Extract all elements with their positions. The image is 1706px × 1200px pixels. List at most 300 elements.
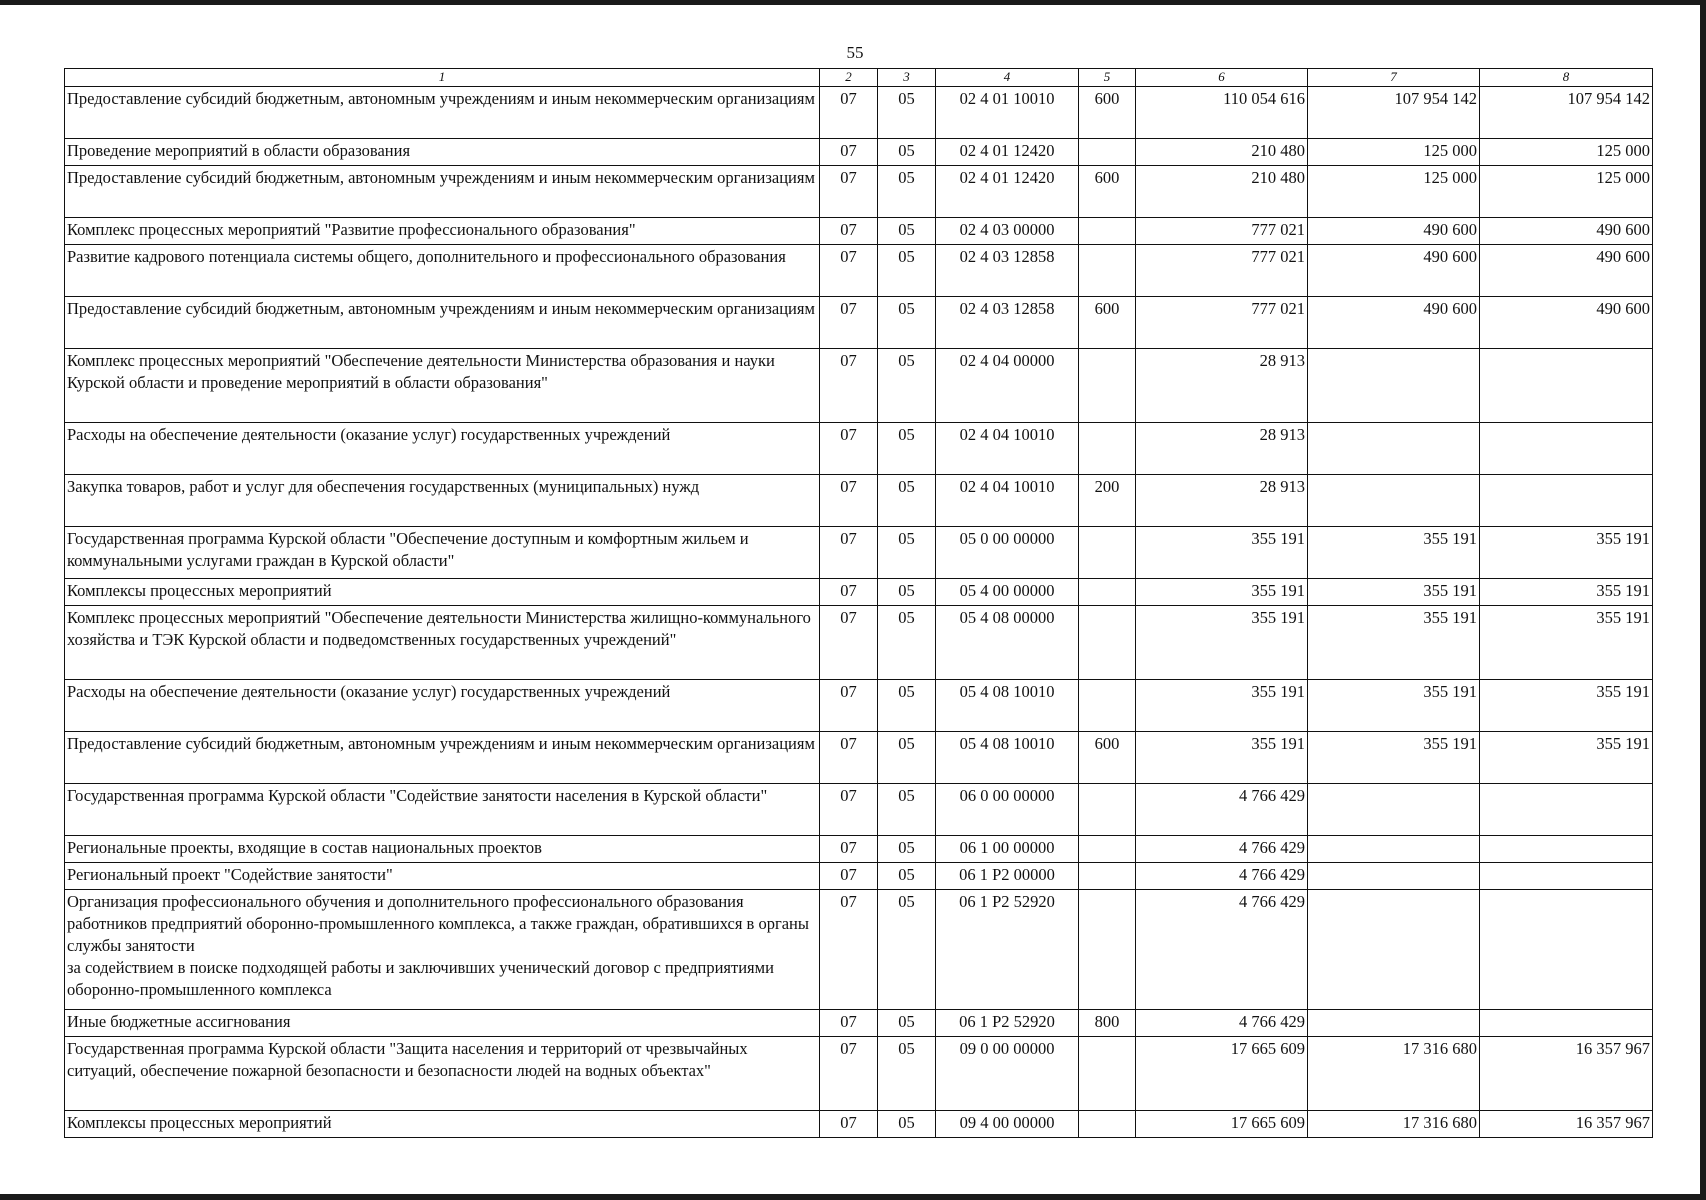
- target-article-cell: [936, 423, 1079, 475]
- subsection-code-cell: [878, 784, 936, 836]
- cell-text: 02 4 03 12858: [959, 247, 1055, 266]
- table-row: [65, 166, 1653, 218]
- section-code-cell: [820, 1037, 878, 1111]
- subsection-code-cell: [878, 218, 936, 245]
- cell-text: 16 357 967: [1575, 1113, 1650, 1132]
- amount-cell-7: [1308, 1010, 1480, 1037]
- cell-text: 4 766 429: [1239, 786, 1305, 805]
- amount-cell-7: [1308, 1111, 1480, 1138]
- section-code-cell: [820, 606, 878, 680]
- cell-text: Комплексы процессных мероприятий: [67, 1113, 332, 1132]
- cell-text: Предоставление субсидий бюджетным, автономным учреждениям и иным некоммерческим организациям: [67, 299, 815, 318]
- cell-text: Государственная программа Курской области "Содействие занятости населения в Курской области": [67, 786, 768, 805]
- target-article-cell: [936, 297, 1079, 349]
- cell-text: 07: [840, 838, 857, 857]
- cell-text: 05 4 08 10010: [959, 734, 1055, 753]
- amount-cell-6: [1136, 218, 1308, 245]
- cell-text: 07: [840, 682, 857, 701]
- target-article-cell: [936, 87, 1079, 139]
- cell-text: 110 054 616: [1223, 89, 1305, 108]
- cell-text: 07: [840, 247, 857, 266]
- cell-text: 06 1 00 00000: [959, 838, 1055, 857]
- target-article-cell: [936, 732, 1079, 784]
- section-code-cell: [820, 1111, 878, 1138]
- cell-text: 355 191: [1251, 682, 1305, 701]
- row-name-cell: [65, 890, 820, 1010]
- table-row: [65, 1111, 1653, 1138]
- amount-cell-7: [1308, 784, 1480, 836]
- subsection-code-cell: [878, 245, 936, 297]
- table-row: [65, 349, 1653, 423]
- subsection-code-cell: [878, 836, 936, 863]
- section-code-cell: [820, 579, 878, 606]
- row-name-cell: [65, 218, 820, 245]
- cell-text: Предоставление субсидий бюджетным, автономным учреждениям и иным некоммерческим организациям: [67, 734, 815, 753]
- cell-text: 05: [898, 425, 915, 444]
- expense-type-cell: [1079, 527, 1136, 579]
- target-article-cell: [936, 139, 1079, 166]
- subsection-code-cell: [878, 297, 936, 349]
- amount-cell-7: [1308, 579, 1480, 606]
- row-name-cell: [65, 475, 820, 527]
- amount-cell-6: [1136, 423, 1308, 475]
- subsection-code-cell: [878, 680, 936, 732]
- section-code-cell: [820, 87, 878, 139]
- target-article-cell: [936, 1010, 1079, 1037]
- subsection-code-cell: [878, 732, 936, 784]
- cell-text: 490 600: [1596, 299, 1650, 318]
- amount-cell-6: [1136, 87, 1308, 139]
- expense-type-cell: [1079, 732, 1136, 784]
- cell-text: 05: [898, 168, 915, 187]
- cell-text: 05: [898, 89, 915, 108]
- amount-cell-6: [1136, 166, 1308, 218]
- cell-text: 16 357 967: [1575, 1039, 1650, 1058]
- subsection-code-cell: [878, 87, 936, 139]
- scan-border-right: [1700, 0, 1706, 1200]
- expense-type-cell: [1079, 423, 1136, 475]
- amount-cell-7: [1308, 890, 1480, 1010]
- row-name-cell: [65, 680, 820, 732]
- target-article-cell: [936, 218, 1079, 245]
- row-name-cell: [65, 1010, 820, 1037]
- amount-cell-7: [1308, 680, 1480, 732]
- cell-text: 600: [1094, 168, 1120, 187]
- cell-text: 125 000: [1423, 141, 1477, 160]
- amount-cell-6: [1136, 680, 1308, 732]
- row-name-cell: [65, 836, 820, 863]
- cell-text: 17 665 609: [1230, 1113, 1305, 1132]
- col-header: 2: [820, 69, 878, 87]
- expense-type-cell: [1079, 87, 1136, 139]
- amount-cell-6: [1136, 784, 1308, 836]
- amount-cell-6: [1136, 890, 1308, 1010]
- amount-cell-8: [1480, 680, 1653, 732]
- row-name-cell: [65, 606, 820, 680]
- cell-text: 17 316 680: [1402, 1113, 1477, 1132]
- cell-text: Расходы на обеспечение деятельности (оказание услуг) государственных учреждений: [67, 682, 671, 701]
- cell-text: 600: [1094, 299, 1120, 318]
- expense-type-cell: [1079, 245, 1136, 297]
- table-row: [65, 680, 1653, 732]
- amount-cell-6: [1136, 606, 1308, 680]
- cell-text: 02 4 04 10010: [959, 477, 1055, 496]
- expense-type-cell: [1079, 836, 1136, 863]
- row-name-cell: [65, 349, 820, 423]
- row-name-cell: [65, 527, 820, 579]
- row-name-cell: [65, 863, 820, 890]
- cell-text: 02 4 04 10010: [959, 425, 1055, 444]
- amount-cell-8: [1480, 890, 1653, 1010]
- cell-text: 600: [1094, 89, 1120, 108]
- cell-text: Развитие кадрового потенциала системы общего, дополнительного и профессионального образования: [67, 247, 786, 266]
- section-code-cell: [820, 680, 878, 732]
- target-article-cell: [936, 349, 1079, 423]
- cell-text: 28 913: [1259, 351, 1305, 370]
- amount-cell-6: [1136, 579, 1308, 606]
- cell-text: 125 000: [1596, 168, 1650, 187]
- cell-text: 05: [898, 581, 915, 600]
- cell-text: 06 0 00 00000: [959, 786, 1055, 805]
- cell-text: 05: [898, 682, 915, 701]
- cell-text: 07: [840, 786, 857, 805]
- cell-text: 200: [1094, 477, 1120, 496]
- cell-text: Расходы на обеспечение деятельности (оказание услуг) государственных учреждений: [67, 425, 671, 444]
- subsection-code-cell: [878, 423, 936, 475]
- amount-cell-8: [1480, 1037, 1653, 1111]
- cell-text: 07: [840, 865, 857, 884]
- cell-text: 02 4 03 00000: [959, 220, 1055, 239]
- section-code-cell: [820, 527, 878, 579]
- section-code-cell: [820, 166, 878, 218]
- cell-text: 777 021: [1251, 299, 1305, 318]
- target-article-cell: [936, 784, 1079, 836]
- amount-cell-8: [1480, 527, 1653, 579]
- row-name-cell: [65, 139, 820, 166]
- cell-text: Закупка товаров, работ и услуг для обеспечения государственных (муниципальных) нужд: [67, 477, 700, 496]
- subsection-code-cell: [878, 527, 936, 579]
- col-header: 8: [1480, 69, 1653, 87]
- cell-text: 07: [840, 141, 857, 160]
- expense-type-cell: [1079, 218, 1136, 245]
- amount-cell-6: [1136, 475, 1308, 527]
- expense-type-cell: [1079, 890, 1136, 1010]
- amount-cell-7: [1308, 87, 1480, 139]
- amount-cell-8: [1480, 836, 1653, 863]
- cell-text: 09 0 00 00000: [959, 1039, 1055, 1058]
- cell-text: 02 4 04 00000: [959, 351, 1055, 370]
- cell-text: 05: [898, 892, 915, 911]
- section-code-cell: [820, 423, 878, 475]
- row-name-cell: [65, 166, 820, 218]
- expense-type-cell: [1079, 166, 1136, 218]
- amount-cell-8: [1480, 297, 1653, 349]
- cell-text: 07: [840, 168, 857, 187]
- cell-text: 07: [840, 581, 857, 600]
- amount-cell-7: [1308, 836, 1480, 863]
- cell-text: Региональные проекты, входящие в состав национальных проектов: [67, 838, 542, 857]
- cell-text: 4 766 429: [1239, 865, 1305, 884]
- column-number-row: [65, 69, 1653, 87]
- amount-cell-8: [1480, 784, 1653, 836]
- cell-text: 355 191: [1423, 682, 1477, 701]
- table-row: [65, 1037, 1653, 1111]
- cell-text: 490 600: [1423, 220, 1477, 239]
- cell-text: 06 1 P2 52920: [959, 892, 1055, 911]
- cell-text: 05 4 08 10010: [959, 682, 1055, 701]
- cell-text: 07: [840, 351, 857, 370]
- cell-text: 05 4 00 00000: [959, 581, 1055, 600]
- cell-text: 07: [840, 477, 857, 496]
- amount-cell-7: [1308, 732, 1480, 784]
- amount-cell-7: [1308, 863, 1480, 890]
- section-code-cell: [820, 475, 878, 527]
- target-article-cell: [936, 1037, 1079, 1111]
- cell-text: Иные бюджетные ассигнования: [67, 1012, 291, 1031]
- subsection-code-cell: [878, 166, 936, 218]
- subsection-code-cell: [878, 139, 936, 166]
- cell-text: 07: [840, 1012, 857, 1031]
- section-code-cell: [820, 1010, 878, 1037]
- cell-text: 490 600: [1596, 247, 1650, 266]
- col-header: 7: [1308, 69, 1480, 87]
- cell-text: 355 191: [1596, 529, 1650, 548]
- table-row: [65, 836, 1653, 863]
- cell-text: 355 191: [1251, 608, 1305, 627]
- row-name-cell: [65, 245, 820, 297]
- amount-cell-8: [1480, 349, 1653, 423]
- amount-cell-8: [1480, 732, 1653, 784]
- cell-text: 06 1 P2 52920: [959, 1012, 1055, 1031]
- section-code-cell: [820, 863, 878, 890]
- section-code-cell: [820, 349, 878, 423]
- cell-text: 355 191: [1596, 734, 1650, 753]
- row-name-cell: [65, 579, 820, 606]
- page-number: 55: [846, 43, 864, 62]
- amount-cell-8: [1480, 87, 1653, 139]
- subsection-code-cell: [878, 579, 936, 606]
- col-header: 3: [878, 69, 936, 87]
- expense-type-cell: [1079, 680, 1136, 732]
- amount-cell-7: [1308, 475, 1480, 527]
- amount-cell-7: [1308, 139, 1480, 166]
- cell-text: 02 4 01 10010: [959, 89, 1055, 108]
- cell-text: 17 316 680: [1402, 1039, 1477, 1058]
- section-code-cell: [820, 297, 878, 349]
- cell-text: 07: [840, 608, 857, 627]
- cell-text: Предоставление субсидий бюджетным, автономным учреждениям и иным некоммерческим организациям: [67, 89, 815, 108]
- amount-cell-8: [1480, 245, 1653, 297]
- table-row: [65, 297, 1653, 349]
- subsection-code-cell: [878, 1111, 936, 1138]
- cell-text: 07: [840, 892, 857, 911]
- section-code-cell: [820, 732, 878, 784]
- cell-text: 28 913: [1259, 425, 1305, 444]
- amount-cell-6: [1136, 732, 1308, 784]
- target-article-cell: [936, 680, 1079, 732]
- cell-text: 777 021: [1251, 220, 1305, 239]
- cell-text: 05: [898, 1039, 915, 1058]
- amount-cell-7: [1308, 166, 1480, 218]
- table-row: [65, 475, 1653, 527]
- table-row: [65, 784, 1653, 836]
- cell-text: 05: [898, 477, 915, 496]
- cell-text: 125 000: [1423, 168, 1477, 187]
- cell-text: 02 4 03 12858: [959, 299, 1055, 318]
- cell-text: 05: [898, 141, 915, 160]
- cell-text: 05: [898, 247, 915, 266]
- cell-text: 355 191: [1423, 529, 1477, 548]
- cell-text: 05 4 08 00000: [959, 608, 1055, 627]
- table-row: [65, 87, 1653, 139]
- cell-text: 4 766 429: [1239, 892, 1305, 911]
- amount-cell-8: [1480, 218, 1653, 245]
- expense-type-cell: [1079, 1111, 1136, 1138]
- col-header: 4: [936, 69, 1079, 87]
- amount-cell-8: [1480, 1010, 1653, 1037]
- amount-cell-8: [1480, 139, 1653, 166]
- subsection-code-cell: [878, 1037, 936, 1111]
- table-header: [65, 69, 1653, 87]
- cell-text: 28 913: [1259, 477, 1305, 496]
- col-header: 1: [65, 69, 820, 87]
- amount-cell-7: [1308, 1037, 1480, 1111]
- target-article-cell: [936, 245, 1079, 297]
- section-code-cell: [820, 890, 878, 1010]
- target-article-cell: [936, 890, 1079, 1010]
- cell-text: Государственная программа Курской области "Обеспечение доступным и комфортным жильем и коммунальными услугами граждан в Курской области": [67, 529, 749, 570]
- cell-text: Комплекс процессных мероприятий "Обеспечение деятельности Министерства жилищно-коммунального хозяйства и ТЭК Курской области и подведомственных государственных учреждений": [67, 608, 811, 649]
- expense-type-cell: [1079, 863, 1136, 890]
- target-article-cell: [936, 166, 1079, 218]
- cell-text: 210 480: [1251, 141, 1305, 160]
- cell-text: 4 766 429: [1239, 1012, 1305, 1031]
- row-name-cell: [65, 423, 820, 475]
- subsection-code-cell: [878, 863, 936, 890]
- table-row: [65, 139, 1653, 166]
- cell-text: 777 021: [1251, 247, 1305, 266]
- row-name-cell: [65, 297, 820, 349]
- col-header: 6: [1136, 69, 1308, 87]
- amount-cell-6: [1136, 245, 1308, 297]
- section-code-cell: [820, 836, 878, 863]
- cell-text: Региональный проект "Содействие занятости": [67, 865, 393, 884]
- row-name-cell: [65, 1111, 820, 1138]
- target-article-cell: [936, 836, 1079, 863]
- expense-type-cell: [1079, 139, 1136, 166]
- amount-cell-6: [1136, 1010, 1308, 1037]
- cell-text: 4 766 429: [1239, 838, 1305, 857]
- section-code-cell: [820, 139, 878, 166]
- table-row: [65, 579, 1653, 606]
- cell-text: 07: [840, 220, 857, 239]
- cell-text: 355 191: [1423, 581, 1477, 600]
- amount-cell-8: [1480, 166, 1653, 218]
- cell-text: Комплексы процессных мероприятий: [67, 581, 332, 600]
- amount-cell-8: [1480, 1111, 1653, 1138]
- cell-text: Проведение мероприятий в области образования: [67, 141, 411, 160]
- amount-cell-7: [1308, 606, 1480, 680]
- target-article-cell: [936, 579, 1079, 606]
- table-row: [65, 863, 1653, 890]
- cell-text: 107 954 142: [1394, 89, 1477, 108]
- amount-cell-8: [1480, 423, 1653, 475]
- amount-cell-8: [1480, 579, 1653, 606]
- scan-border-bottom: [0, 1194, 1706, 1200]
- cell-text: 490 600: [1423, 299, 1477, 318]
- amount-cell-7: [1308, 297, 1480, 349]
- amount-cell-6: [1136, 863, 1308, 890]
- amount-cell-6: [1136, 836, 1308, 863]
- amount-cell-6: [1136, 297, 1308, 349]
- table-body: [65, 87, 1653, 1138]
- amount-cell-6: [1136, 527, 1308, 579]
- col-header: 5: [1079, 69, 1136, 87]
- expense-type-cell: [1079, 297, 1136, 349]
- cell-text: Предоставление субсидий бюджетным, автономным учреждениям и иным некоммерческим организациям: [67, 168, 815, 187]
- cell-text: 07: [840, 1039, 857, 1058]
- amount-cell-8: [1480, 475, 1653, 527]
- cell-text: 05: [898, 220, 915, 239]
- target-article-cell: [936, 475, 1079, 527]
- target-article-cell: [936, 863, 1079, 890]
- cell-text: 05: [898, 865, 915, 884]
- cell-text: 355 191: [1596, 581, 1650, 600]
- amount-cell-8: [1480, 863, 1653, 890]
- cell-text: 17 665 609: [1230, 1039, 1305, 1058]
- amount-cell-8: [1480, 606, 1653, 680]
- cell-text: 05: [898, 529, 915, 548]
- cell-text: 02 4 01 12420: [959, 141, 1055, 160]
- expense-type-cell: [1079, 579, 1136, 606]
- amount-cell-7: [1308, 423, 1480, 475]
- cell-text: 05: [898, 1012, 915, 1031]
- cell-text: Комплекс процессных мероприятий "Обеспечение деятельности Министерства образования и науки Курской области и проведение мероприятий в области образования": [67, 351, 775, 392]
- cell-text: 05: [898, 838, 915, 857]
- expense-type-cell: [1079, 1010, 1136, 1037]
- cell-text: 107 954 142: [1567, 89, 1650, 108]
- cell-text: 355 191: [1251, 529, 1305, 548]
- amount-cell-6: [1136, 139, 1308, 166]
- cell-text: 05: [898, 786, 915, 805]
- cell-text: 490 600: [1423, 247, 1477, 266]
- section-code-cell: [820, 245, 878, 297]
- row-name-cell: [65, 732, 820, 784]
- table-row: [65, 218, 1653, 245]
- amount-cell-7: [1308, 218, 1480, 245]
- cell-text: 355 191: [1423, 734, 1477, 753]
- cell-text: 06 1 P2 00000: [959, 865, 1055, 884]
- amount-cell-7: [1308, 349, 1480, 423]
- cell-text: 09 4 00 00000: [959, 1113, 1055, 1132]
- table-row: [65, 423, 1653, 475]
- scan-border-top: [0, 0, 1706, 5]
- subsection-code-cell: [878, 475, 936, 527]
- cell-text: 07: [840, 1113, 857, 1132]
- amount-cell-6: [1136, 1037, 1308, 1111]
- target-article-cell: [936, 527, 1079, 579]
- amount-cell-6: [1136, 349, 1308, 423]
- section-code-cell: [820, 784, 878, 836]
- cell-text: 355 191: [1251, 581, 1305, 600]
- cell-text: 07: [840, 734, 857, 753]
- cell-text: Организация профессионального обучения и дополнительного профессионального образования работников предприятий оборонно-промышленного комплекса, а также граждан, обратившихся в органы службы занятости за содействием в поиске подходящей работы и заключивших ученический договор с предприятиями оборонно-промышленного комплекса: [67, 892, 809, 999]
- table-row: [65, 890, 1653, 1010]
- expense-type-cell: [1079, 606, 1136, 680]
- row-name-cell: [65, 1037, 820, 1111]
- cell-text: 355 191: [1251, 734, 1305, 753]
- cell-text: 355 191: [1596, 682, 1650, 701]
